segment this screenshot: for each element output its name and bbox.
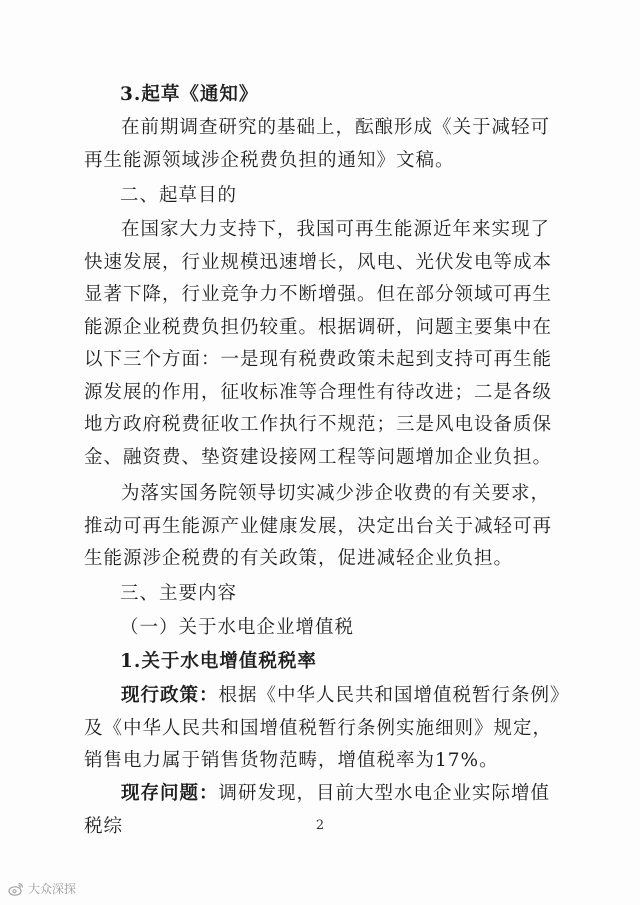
section3-paragraph: 在前期调查研究的基础上，酝酿形成《关于减轻可再生能源领域涉企税费负担的通知》文稿。	[84, 117, 551, 171]
part2-paragraph-1: 在国家大力支持下，我国可再生能源近年来实现了快速发展，行业规模迅速增长，风电、光伏发电等成本显著下降，行业竞争力不断增强。但在部分领域可再生能源企业税费负担仍较重。根据调研，问题主要集中在以下三个方面：一是现有税费政策未起到支持可再生能源发展的作用，征收标准等合理性有待改进；二是各级地方政府税费征收工作执行不规范；三是风电设备质保金、融资费、垫资建设接网工程等问题增加企业负担。	[84, 219, 553, 468]
part2-paragraph-2: 为落实国务院领导切实减少涉企收费的有关要求，推动可再生能源产业健康发展，决定出台关于减轻可再生能源涉企税费的有关政策，促进减轻企业负担。	[84, 483, 553, 569]
current-policy-label: 现行政策：	[121, 685, 219, 706]
section3-heading: 3.起草《通知》	[120, 84, 259, 105]
existing-problem-paragraph	[84, 778, 564, 843]
item1-heading: 1.关于水电增值税税率	[120, 651, 317, 672]
existing-problem-text: 调研发现，目前大型水电企业实际增值税综	[84, 783, 551, 837]
current-policy-text: 根据《中华人民共和国增值税暂行条例》及《中华人民共和国增值税暂行条例实施细则》规定，销售电力属于销售货物范畴，增值税率为17%。	[84, 685, 561, 771]
page-number: 2	[315, 818, 325, 833]
part3-heading: 三、主要内容	[120, 583, 238, 604]
current-policy-paragraph	[84, 680, 564, 778]
weibo-logo-icon	[8, 881, 24, 897]
part2-heading: 二、起草目的	[120, 185, 238, 206]
watermark	[8, 880, 76, 897]
subsection1-heading: （一）关于水电企业增值税	[120, 617, 355, 638]
watermark-text: 大众深探	[28, 882, 77, 896]
existing-problem-label: 现存问题：	[121, 783, 219, 804]
